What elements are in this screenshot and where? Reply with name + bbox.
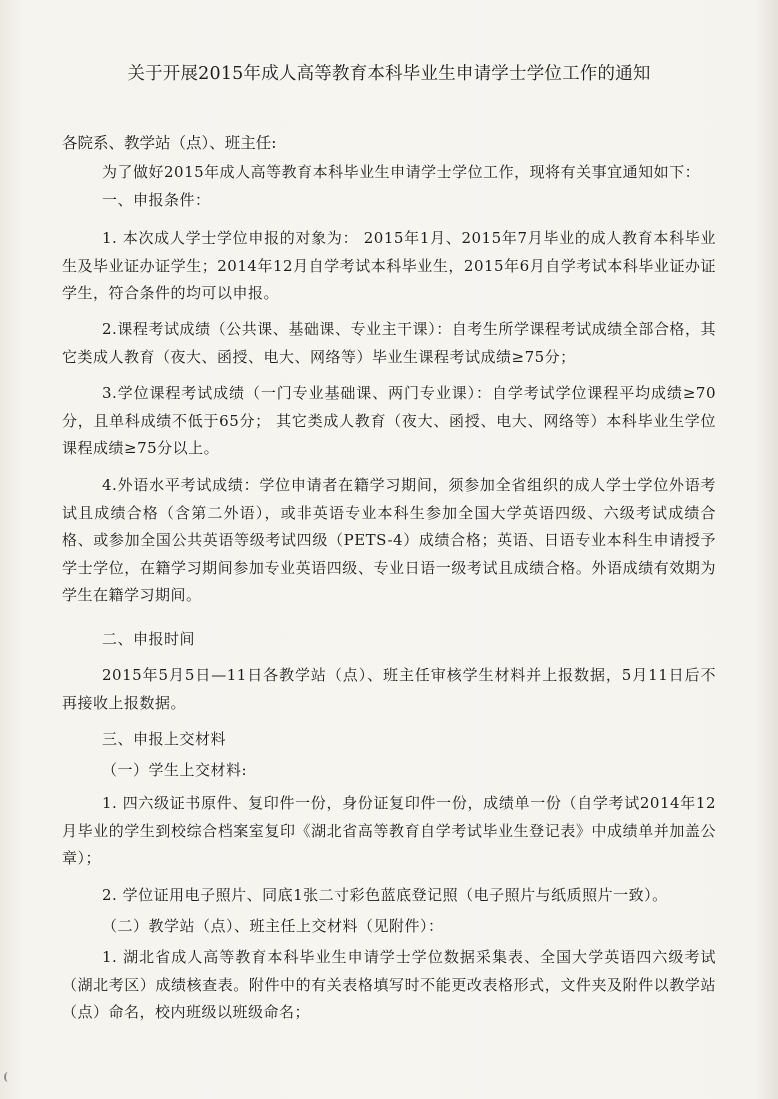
condition-item-4: 4.外语水平考试成绩：学位申请者在籍学习期间，须参加全省组织的成人学士学位外语考试且成绩合格（含第二外语），或非英语专业本科生参加全国大学英语四级、六级考试成绩合格、或参加全国公共英语等级考试四级（PETS-4）成绩合格；英语、日语专业本科生申请授予学士学位，在籍学习期间参加专业英语四级、专业日语一级考试且成绩合格。外语成绩有效期为学生在籍学习期间。 [62,476,716,604]
document-title: 关于开展2015年成人高等教育本科毕业生申请学士学位工作的通知 [127,64,651,84]
section-heading-conditions: 一、申报条件： [102,191,211,209]
section-heading-time: 二、申报时间 [102,630,196,648]
salutation: 各院系、教学站（点）、班主任: [62,134,277,152]
subsection-heading-station-materials: （二）教学站（点）、班主任上交材料（见附件）： [102,917,444,935]
station-material-item-1: 1. 湖北省成人高等教育本科毕业生申请学士学位数据采集表、全国大学英语四六级考试（湖北考区）成绩核查表。附件中的有关表格填写时不能更改表格形式，文件夹及附件以教学站（点）命名，校内班级以班级命名； [62,948,716,1021]
time-paragraph: 2015年5月5日—11日各教学站（点）、班主任审核学生材料并上报数据，5月11日后不再接收上报数据。 [62,666,716,712]
student-material-item-2: 2. 学位证用电子照片、同底1张二寸彩色蓝底登记照（电子照片与纸质照片一致）。 [102,886,668,904]
scan-edge-mark [4,1072,12,1082]
intro-paragraph: 为了做好2015年成人高等教育本科毕业生申请学士学位工作，现将有关事宜通知如下： [102,163,701,181]
subsection-heading-student-materials: （一）学生上交材料: [102,761,248,779]
condition-item-3: 3.学位课程考试成绩（一门专业基础课、两门专业课）：自学考试学位课程平均成绩≥70分，且单科成绩不低于65分； 其它类成人教育（夜大、函授、电大、网络等）本科毕业生学位课程成绩≥75分以上。 [62,384,716,457]
section-heading-materials: 三、申报上交材料 [102,730,227,748]
student-material-item-1: 1. 四六级证书原件、复印件一份，身份证复印件一份，成绩单一份（自学考试2014年12月毕业的学生到校综合档案室复印《湖北省高等教育自学考试毕业生登记表》中成绩单并加盖公章）； [62,794,716,867]
condition-item-2: 2.课程考试成绩（公共课、基础课、专业主干课）：自考生所学课程考试成绩全部合格，其它类成人教育（夜大、函授、电大、网络等）毕业生课程考试成绩≥75分； [62,320,716,366]
condition-item-1: 1. 本次成人学士学位申报的对象为： 2015年1月、2015年7月毕业的成人教育本科毕业生及毕业证办证学生；2014年12月自学考试本科毕业生，2015年6月自学考试本科毕业证办证学生，符合条件的均可以申报。 [62,229,716,302]
